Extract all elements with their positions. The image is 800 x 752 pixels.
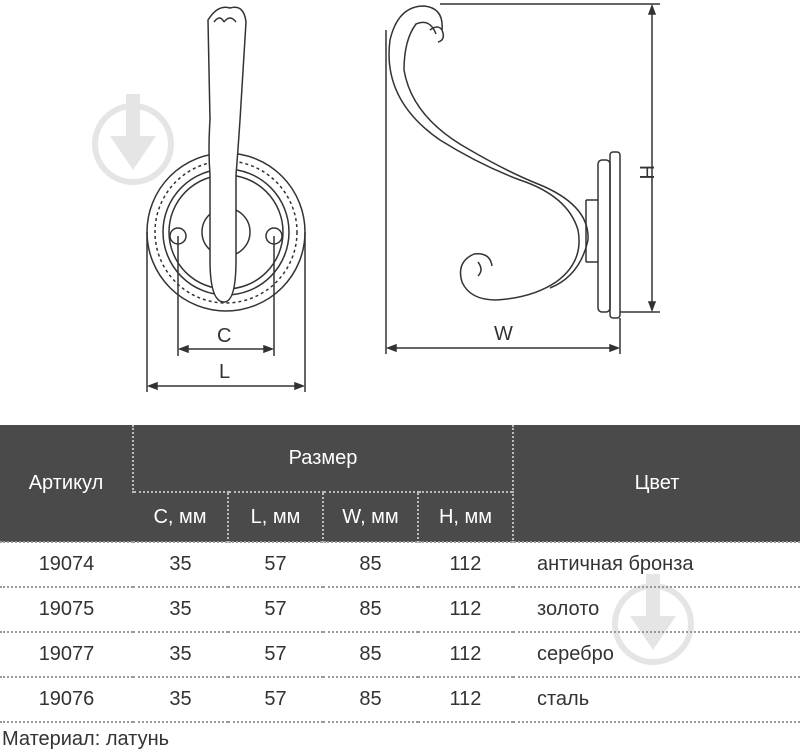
- watermark-icon: [92, 92, 174, 188]
- table-row: [0, 587, 800, 632]
- cell-h: 112: [418, 587, 513, 632]
- cell-c: 35: [133, 677, 228, 722]
- cell-w: 85: [323, 632, 418, 677]
- cell-l: 57: [228, 542, 323, 587]
- header-color: Цвет: [513, 425, 800, 542]
- dimension-label-c: C: [217, 325, 232, 347]
- table-row: [0, 542, 800, 587]
- cell-l: 57: [228, 677, 323, 722]
- header-c: C, мм: [133, 492, 228, 542]
- cell-article: 19076: [0, 677, 133, 722]
- cell-h: 112: [418, 677, 513, 722]
- cell-c: 35: [133, 587, 228, 632]
- header-w: W, мм: [323, 492, 418, 542]
- side-dimensions: [386, 4, 660, 354]
- cell-color: золото: [513, 587, 800, 632]
- dimension-label-w: W: [494, 323, 513, 345]
- cell-c: 35: [133, 632, 228, 677]
- cell-h: 112: [418, 542, 513, 587]
- header-article: Артикул: [0, 425, 133, 542]
- cell-article: 19074: [0, 542, 133, 587]
- header-l: L, мм: [228, 492, 323, 542]
- material-note: Материал: латунь: [2, 728, 170, 750]
- cell-color: античная бронза: [513, 542, 800, 587]
- header-h: H, мм: [418, 492, 513, 542]
- cell-w: 85: [323, 677, 418, 722]
- header-size: Размер: [133, 425, 513, 492]
- cell-l: 57: [228, 587, 323, 632]
- cell-l: 57: [228, 632, 323, 677]
- table-row: [0, 677, 800, 722]
- cell-article: 19075: [0, 587, 133, 632]
- dimension-label-l: L: [219, 361, 231, 383]
- spec-table: [0, 425, 800, 723]
- cell-color: сталь: [513, 677, 800, 722]
- cell-article: 19077: [0, 632, 133, 677]
- cell-w: 85: [323, 587, 418, 632]
- side-view: [389, 6, 620, 318]
- cell-h: 112: [418, 632, 513, 677]
- cell-w: 85: [323, 542, 418, 587]
- cell-c: 35: [133, 542, 228, 587]
- table-row: [0, 632, 800, 677]
- cell-color: серебро: [513, 632, 800, 677]
- dimension-label-h: H: [635, 165, 657, 180]
